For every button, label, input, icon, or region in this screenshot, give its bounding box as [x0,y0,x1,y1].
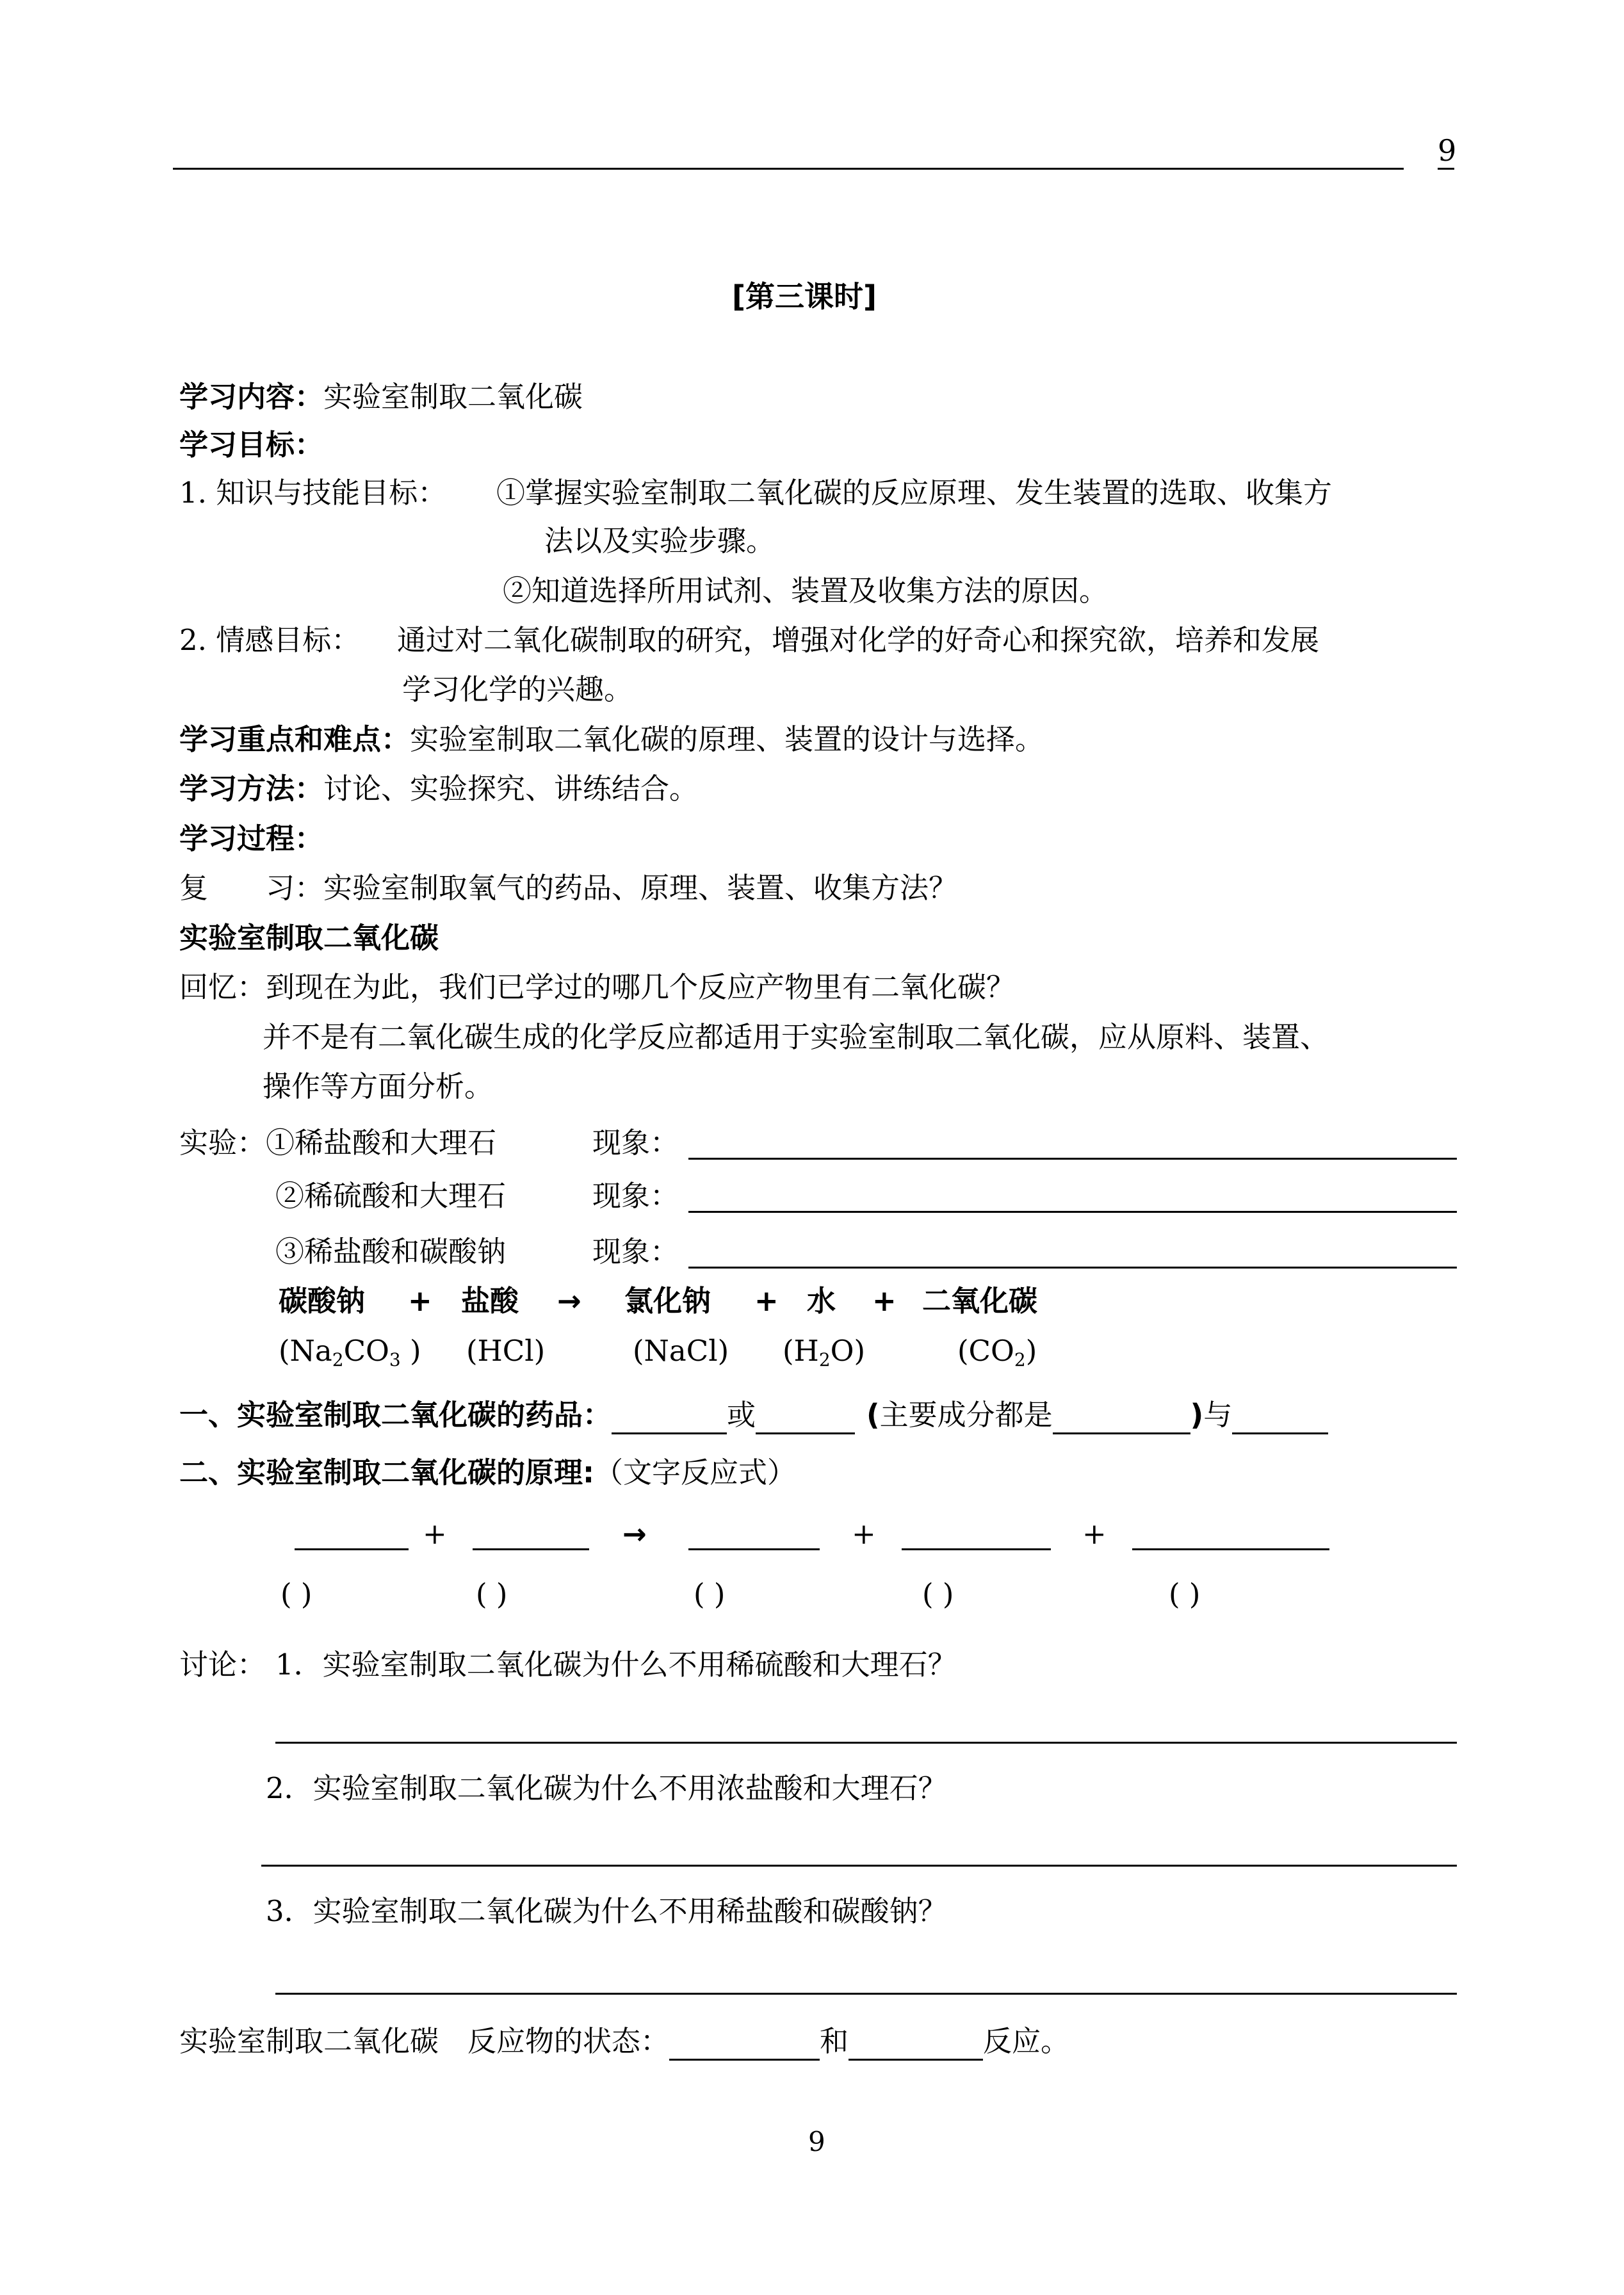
learning-method-text: 讨论、实验探究、讲练结合。 [323,772,699,806]
reactant-state-end: 反应。 [983,2024,1070,2058]
eq-formula-h2o: $(H_2O)$ [783,1334,866,1370]
eq-formula-hcl: (HCl) [466,1334,546,1368]
eq-formula-nacl: (NaCl) [633,1334,729,1368]
experiment-3-phenomenon-label: 现象： [592,1235,679,1269]
eq-word-plus-1: + [408,1284,432,1318]
discussion-label: 讨论： [179,1648,266,1682]
lesson-title: [第三课时] [732,279,877,314]
eq-word-hydrochloric-acid: 盐酸 [461,1284,519,1318]
part2-paren-4[interactable]: ( ) [922,1577,954,1611]
reactant-state-blank-2[interactable] [849,2028,983,2061]
eq-formula-co2: $(CO_2)$ [957,1334,1037,1370]
part1-paren-open: ( [866,1398,880,1432]
section-title: 实验室制取二氧化碳 [179,921,439,955]
learning-method-label: 学习方法： [179,772,324,806]
recall-paragraph-line2: 操作等方面分析。 [263,1069,494,1103]
discussion-question-1: 1．实验室制取二氧化碳为什么不用稀硫酸和大理石？ [275,1648,957,1682]
process-label: 学习过程： [179,822,324,856]
key-points-text: 实验室制取二氧化碳的原理、装置的设计与选择。 [410,722,1044,756]
reactant-state-blank-1[interactable] [669,2028,820,2061]
experiment-2-answer-line[interactable] [688,1211,1457,1213]
experiment-3-answer-line[interactable] [688,1267,1457,1269]
learning-content [179,378,583,416]
eq-word-sodium-carbonate: 碳酸钠 [279,1284,366,1318]
header-page-number: 9 [1438,133,1457,168]
recall [179,968,1015,1007]
eq-word-plus-3: + [872,1284,897,1318]
part2-blank-3[interactable] [688,1548,820,1550]
reactant-state-line [179,2022,1069,2061]
part1-and: 与 [1203,1398,1233,1432]
learning-content-text: 实验室制取二氧化碳 [323,380,583,414]
part2-line [179,1454,796,1492]
part2-blank-1[interactable] [295,1548,409,1550]
key-points-label: 学习重点和难点： [179,722,410,756]
part1-main-component: 主要成分都是 [879,1398,1053,1432]
objective-2-line2: 学习化学的兴趣。 [402,672,633,706]
footer-page-number: 9 [808,2126,825,2157]
reactant-state-and: 和 [820,2024,849,2058]
part1-paren-close: ) [1190,1398,1204,1432]
part2-paren-5[interactable]: ( ) [1169,1577,1201,1611]
part2-plus-1: + [423,1517,447,1551]
part1-blank-2[interactable] [756,1402,855,1434]
experiment-label: 实验： [179,1126,266,1160]
part2-paren-1[interactable]: ( ) [280,1577,313,1611]
part2-arrow: → [622,1517,647,1551]
part2-plus-2: + [852,1517,876,1551]
discussion-answer-line-2[interactable] [261,1865,1457,1867]
part1-blank-3[interactable] [1053,1402,1190,1434]
discussion-answer-line-1[interactable] [275,1742,1457,1744]
review-text: 实验室制取氧气的药品、原理、装置、收集方法？ [323,871,958,905]
experiment-2-phenomenon-label: 现象： [592,1179,679,1213]
part1-label: 一、实验室制取二氧化碳的药品： [179,1398,612,1432]
objective-2-prefix: 2. 情感目标： [179,623,361,657]
review [179,869,957,907]
eq-formula-na2co3: ($Na_2CO_3$ ) [279,1334,421,1370]
objective-2-line1: 通过对二氧化碳制取的研究，增强对化学的好奇心和探究欲，培养和发展 [397,623,1320,657]
recall-text: 到现在为此，我们已学过的哪几个反应产物里有二氧化碳？ [266,970,1016,1004]
eq-word-water: 水 [807,1284,836,1318]
header-page-number-underline [1438,168,1454,170]
objective-1-prefix: 1. 知识与技能目标： [179,476,447,510]
part1-blank-4[interactable] [1232,1402,1328,1434]
eq-word-sodium-chloride: 氯化钠 [624,1284,711,1318]
objective-1-line3: ②知道选择所用试剂、装置及收集方法的原因。 [503,574,1108,608]
part2-blank-5[interactable] [1132,1548,1329,1550]
recall-paragraph-line1: 并不是有二氧化碳生成的化学反应都适用于实验室制取二氧化碳，应从原料、装置、 [263,1020,1329,1054]
eq-word-arrow: → [557,1284,581,1318]
objective-1-line1: ①掌握实验室制取二氧化碳的反应原理、发生装置的选取、收集方 [496,476,1333,510]
learning-content-label: 学习内容： [179,380,324,414]
header-rule [173,168,1404,170]
discussion-answer-line-3[interactable] [275,1993,1457,1995]
learning-method [179,770,698,808]
objectives-label: 学习目标： [179,428,324,462]
part1-line [179,1396,1328,1434]
part2-paren-2[interactable]: ( ) [476,1577,508,1611]
objective-1-line2: 法以及实验步骤。 [544,524,775,558]
part1-or: 或 [727,1398,756,1432]
reactant-state-text: 实验室制取二氧化碳 反应物的状态： [179,2024,670,2058]
eq-word-carbon-dioxide: 二氧化碳 [922,1284,1038,1318]
review-label: 复 习： [179,871,324,905]
part2-plus-3: + [1082,1517,1107,1551]
part2-hint: （文字反应式） [594,1456,797,1489]
part2-blank-2[interactable] [473,1548,589,1550]
discussion-question-2: 2．实验室制取二氧化碳为什么不用浓盐酸和大理石？ [266,1771,947,1805]
discussion-question-3: 3．实验室制取二氧化碳为什么不用稀盐酸和碳酸钠？ [266,1894,947,1928]
part2-label: 二、实验室制取二氧化碳的原理: [179,1456,594,1489]
experiment-1-phenomenon-label: 现象： [592,1126,679,1160]
experiment-3-name: ③稀盐酸和碳酸钠 [275,1235,507,1269]
recall-label: 回忆： [179,970,266,1004]
key-points [179,720,1044,759]
experiment-2-name: ②稀硫酸和大理石 [275,1179,507,1213]
part2-paren-3[interactable]: ( ) [694,1577,726,1611]
part2-blank-4[interactable] [902,1548,1051,1550]
part1-blank-1[interactable] [612,1402,727,1434]
experiment-1-answer-line[interactable] [688,1158,1457,1160]
experiment-1-name: ①稀盐酸和大理石 [266,1126,497,1160]
eq-word-plus-2: + [754,1284,779,1318]
